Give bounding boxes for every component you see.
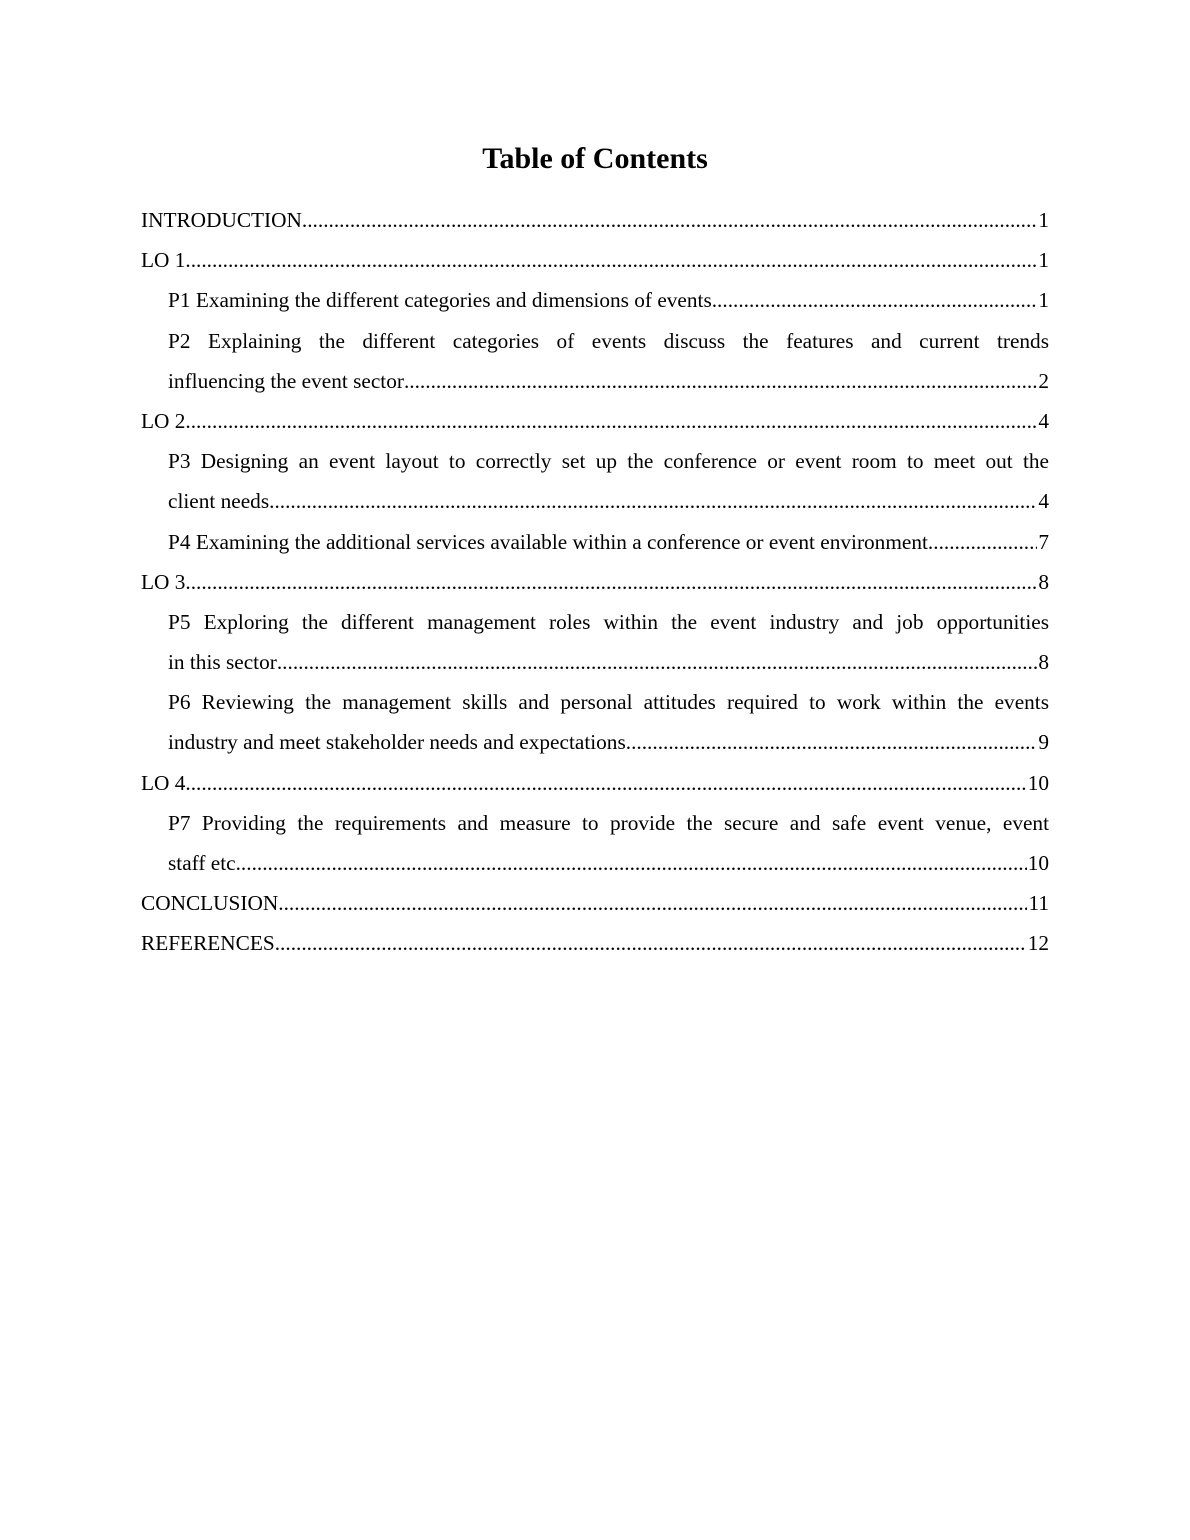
toc-entry-text: influencing the event sector	[168, 368, 404, 393]
toc-page-number: 1	[1038, 248, 1049, 273]
toc-page-number: 8	[1038, 569, 1049, 594]
toc-entry-text: P7 Providing the requirements and measure to provide the secure and safe event venue, event	[168, 810, 1049, 835]
toc-page-number: 1	[1038, 208, 1049, 232]
toc-entry-text: P6 Reviewing the management skills and personal attitudes required to work within the events	[168, 690, 1049, 715]
dot-leader	[626, 722, 1038, 762]
toc-page-number: 12	[1027, 931, 1049, 956]
toc-page-number: 10	[1027, 770, 1049, 795]
toc-entry[interactable]	[168, 522, 1049, 562]
page-title: Table of Contents	[482, 142, 708, 175]
toc-entry[interactable]	[168, 803, 1049, 883]
toc-entry[interactable]	[168, 280, 1049, 320]
toc-entry-text: P5 Exploring the different management roles within the event industry and job opportunities	[168, 609, 1049, 634]
toc-page-number: 1	[1038, 288, 1049, 313]
dot-leader	[302, 200, 1037, 240]
toc-entry-text: P1 Examining the different categories and dimensions of events	[168, 288, 712, 313]
table-of-contents	[141, 200, 1049, 964]
toc-entry-text: P2 Explaining the different categories of events discuss the features and current trends	[168, 328, 1049, 353]
toc-page-number: 4	[1038, 489, 1049, 514]
dot-leader	[933, 522, 1037, 562]
toc-entry-text: LO 1	[141, 248, 186, 273]
toc-entry-text: LO 3	[141, 569, 186, 594]
toc-page-number: 10	[1027, 851, 1049, 875]
toc-entry-text: industry and meet stakeholder needs and expectations	[168, 730, 626, 755]
toc-page-number: 7	[1038, 529, 1049, 554]
dot-leader	[277, 642, 1038, 682]
dot-leader	[275, 923, 1027, 963]
toc-entry-text: REFERENCES	[141, 931, 275, 956]
toc-entry-text: P4 Examining the additional services available within a conference or event environment.	[168, 529, 934, 554]
dot-leader	[236, 843, 1027, 883]
toc-entry-text: INTRODUCTION	[141, 208, 302, 232]
toc-page-number: 8	[1038, 650, 1049, 675]
toc-entry-text: in this sector	[168, 650, 277, 675]
toc-entry[interactable]	[168, 321, 1049, 401]
dot-leader	[185, 562, 1037, 602]
toc-entry[interactable]	[141, 562, 1049, 602]
toc-entry[interactable]	[141, 763, 1049, 803]
toc-entry[interactable]	[141, 401, 1049, 441]
toc-entry[interactable]	[141, 240, 1049, 280]
toc-page-number: 4	[1038, 408, 1049, 433]
toc-entry-text: LO 4	[141, 770, 186, 795]
dot-leader	[185, 240, 1037, 280]
toc-entry-text: client needs	[168, 489, 270, 514]
toc-page-number: 11	[1028, 891, 1049, 916]
toc-entry[interactable]	[168, 441, 1049, 521]
toc-entry[interactable]	[141, 200, 1049, 240]
toc-page-number: 9	[1038, 730, 1049, 755]
dot-leader	[185, 763, 1026, 803]
dot-leader	[185, 401, 1037, 441]
toc-entry-text: CONCLUSION	[141, 891, 279, 916]
toc-entry[interactable]	[168, 602, 1049, 682]
toc-entry[interactable]	[141, 923, 1049, 963]
toc-entry[interactable]	[168, 682, 1049, 762]
toc-entry[interactable]	[141, 883, 1049, 923]
toc-entry-text: P3 Designing an event layout to correctly set up the conference or event room to meet out the	[168, 449, 1049, 474]
dot-leader	[278, 883, 1027, 923]
dot-leader	[269, 481, 1037, 521]
dot-leader	[404, 361, 1037, 401]
toc-entry-text: LO 2	[141, 408, 186, 433]
dot-leader	[712, 280, 1038, 320]
toc-entry-text: staff etc	[168, 851, 236, 875]
toc-page-number: 2	[1038, 368, 1049, 393]
